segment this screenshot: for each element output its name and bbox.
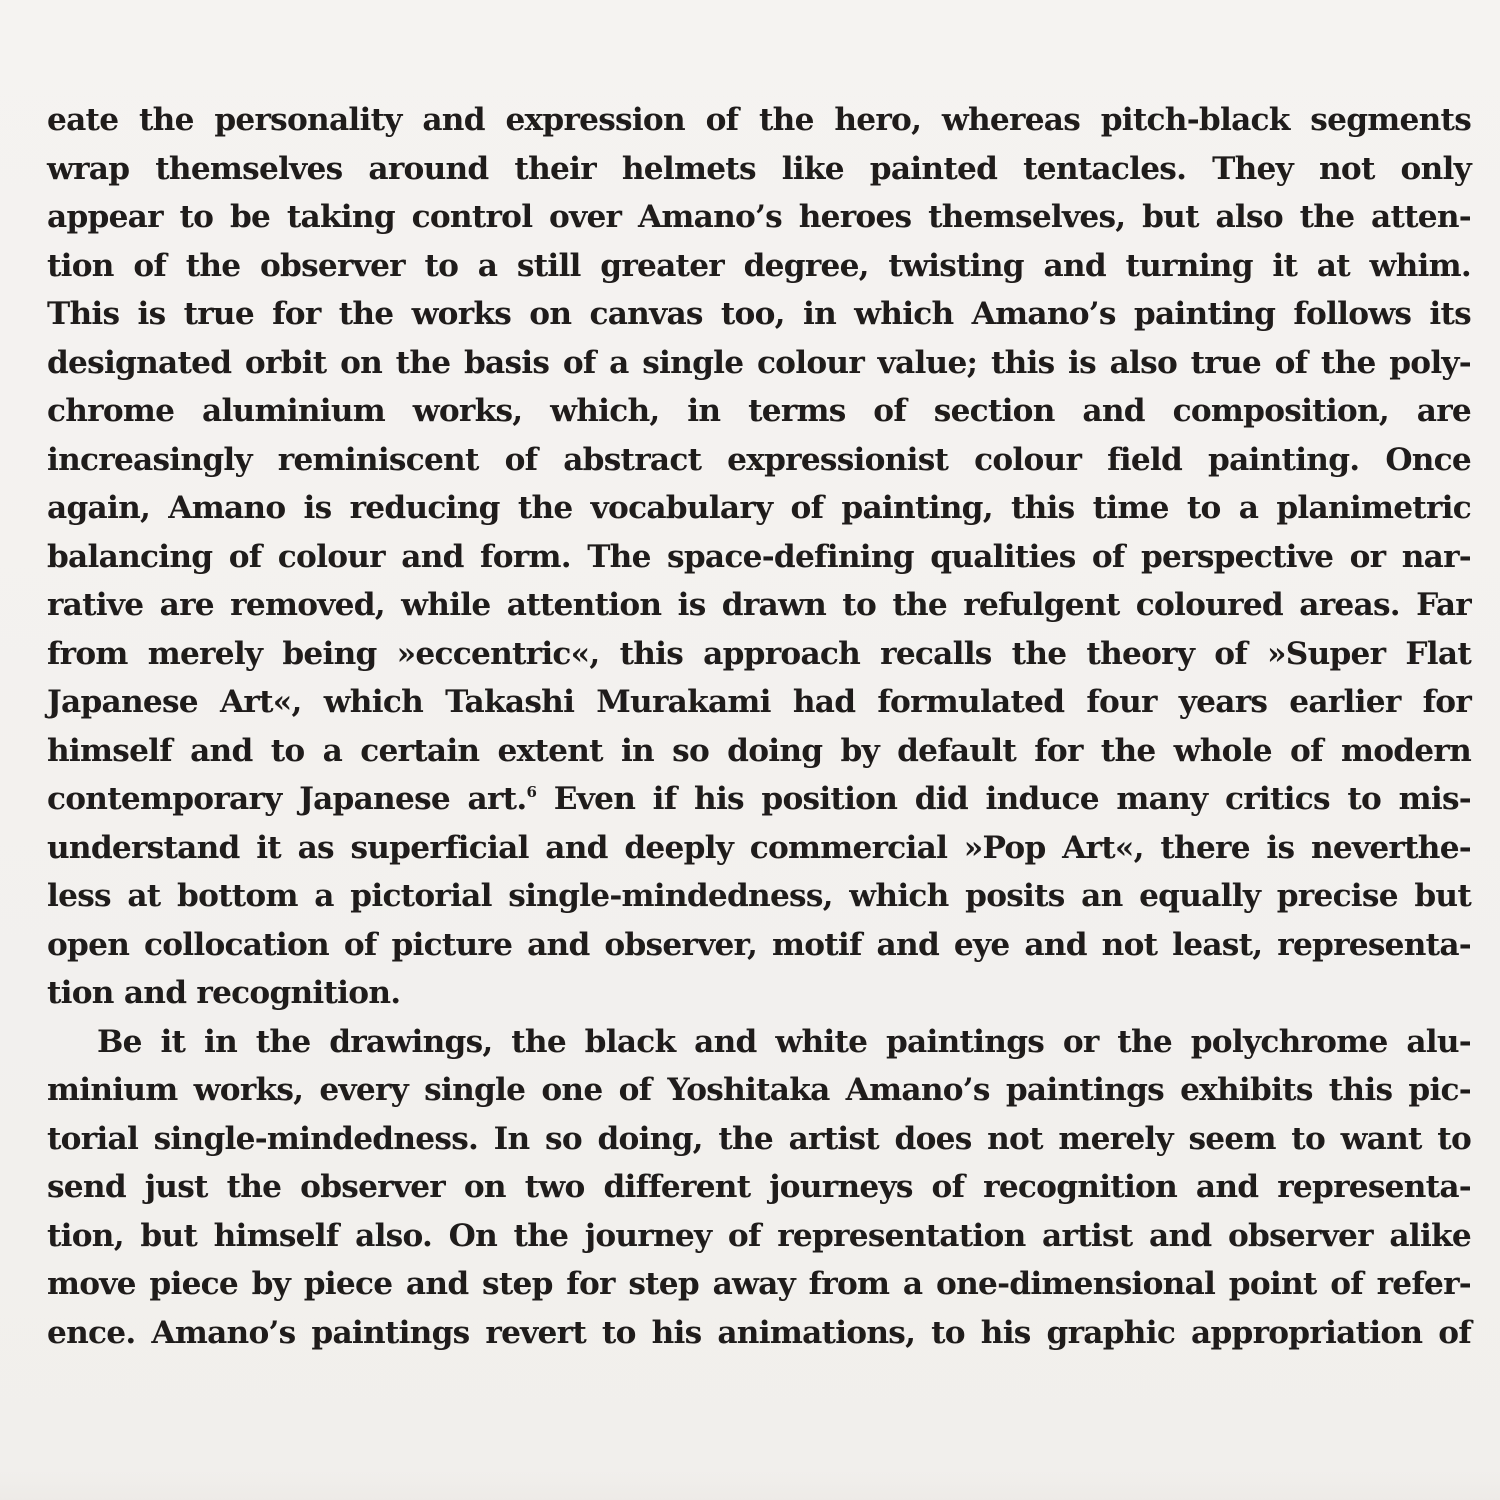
paragraph-2 xyxy=(47,1018,1471,1358)
text-line: again, Amano is reducing the vocabulary of painting, this time to a planimetric xyxy=(47,490,1471,526)
text-line: tion of the observer to a still greater degree, twisting and turning it at whim. xyxy=(47,247,1471,284)
text-line: chrome aluminium works, which, in terms of section and composition, are xyxy=(47,393,1471,429)
text-line: eate the personality and expression of the hero, whereas pitch-black segments xyxy=(47,102,1471,138)
page-bottom-shading xyxy=(0,1470,1500,1500)
text-line: minium works, every single one of Yoshitaka Amano’s paintings exhibits this pic- xyxy=(47,1072,1471,1108)
text-line: torial single-mindedness. In so doing, the artist does not merely seem to want to xyxy=(47,1120,1471,1157)
text-line: himself and to a certain extent in so doing by default for the whole of modern xyxy=(47,732,1471,769)
paragraph-1 xyxy=(47,96,1471,1018)
text-line: send just the observer on two different journeys of recognition and representa- xyxy=(47,1169,1471,1205)
footnote-reference: 6 xyxy=(526,783,537,801)
text-line: understand it as superficial and deeply commercial »Pop Art«, there is neverthe- xyxy=(47,829,1471,866)
text-line: move piece by piece and step for step away from a one-dimensional point of refer- xyxy=(47,1266,1471,1302)
text-line: ence. Amano’s paintings revert to his animations, to his graphic appropriation of xyxy=(47,1314,1471,1351)
text-line: tion and recognition. xyxy=(47,975,401,1011)
text-line: increasingly reminiscent of abstract expressionist colour field painting. Once xyxy=(47,441,1471,478)
body-text xyxy=(47,96,1471,1357)
text-line: Japanese Art«, which Takashi Murakami had formulated four years earlier for xyxy=(47,684,1471,720)
text-line: from merely being »eccentric«, this approach recalls the theory of »Super Flat xyxy=(47,635,1471,672)
text-line: less at bottom a pictorial single-mindedness, which posits an equally precise but xyxy=(47,878,1471,914)
text-segment: Even if his position did induce many critics to mis- xyxy=(536,781,1471,817)
text-line: open collocation of picture and observer, motif and eye and not least, representa- xyxy=(47,926,1471,963)
text-line: rative are removed, while attention is drawn to the refulgent coloured areas. Far xyxy=(47,587,1471,623)
text-segment: contemporary Japanese art. xyxy=(47,781,527,817)
text-line: balancing of colour and form. The space-defining qualities of perspective or nar- xyxy=(47,538,1471,575)
text-line-with-footnote xyxy=(47,775,1471,824)
text-line: designated orbit on the basis of a single colour value; this is also true of the poly- xyxy=(47,344,1471,381)
text-line: This is true for the works on canvas too, in which Amano’s painting follows its xyxy=(47,296,1471,332)
text-line: Be it in the drawings, the black and white paintings or the polychrome alu- xyxy=(97,1023,1471,1060)
text-line: appear to be taking control over Amano’s heroes themselves, but also the atten- xyxy=(47,199,1471,235)
text-line: wrap themselves around their helmets like painted tentacles. They not only xyxy=(47,150,1471,187)
text-line: tion, but himself also. On the journey of representation artist and observer alike xyxy=(47,1217,1471,1254)
